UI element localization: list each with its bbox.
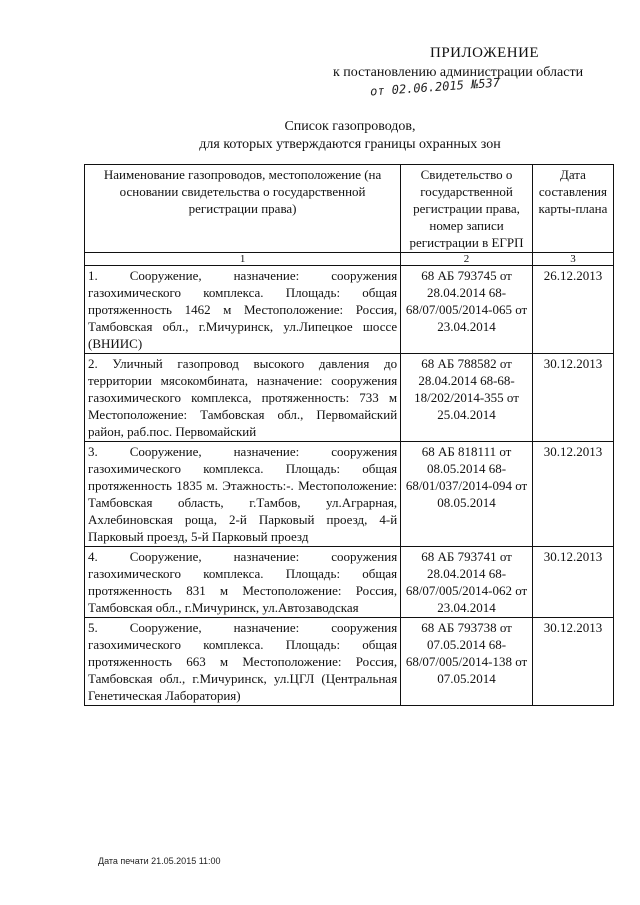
appendix-title: ПРИЛОЖЕНИЕ (430, 45, 540, 61)
row-certificate: 68 АБ 818111 от 08.05.2014 68-68/01/037/2014-094 от 08.05.2014 (401, 442, 533, 547)
gas-pipelines-table (84, 164, 614, 706)
table-row (85, 618, 614, 706)
appendix-subtitle: к постановлению администрации области (333, 65, 584, 80)
table-row (85, 442, 614, 547)
column-number-row (85, 253, 614, 266)
row-certificate: 68 АБ 793741 от 28.04.2014 68-68/07/005/2014-062 от 23.04.2014 (401, 547, 533, 618)
row-date: 26.12.2013 (532, 266, 613, 354)
table-row (85, 354, 614, 442)
table-row (85, 266, 614, 354)
row-description: 5. Сооружение, назначение: сооружения газохимического комплекса. Площадь: общая протяженность 663 м Местоположение: Россия, Тамбовская обл., г.Мичуринск, ул.ЦГЛ (Центральная Генетическая Лаборатория) (85, 618, 401, 706)
handwritten-date-number: от 02.06.2015 №537 (369, 75, 501, 99)
row-date: 30.12.2013 (532, 618, 613, 706)
row-date: 30.12.2013 (532, 442, 613, 547)
list-title-line2: для которых утверждаются границы охранных зон (199, 137, 501, 152)
header-map-date: Дата составления карты-плана (532, 165, 613, 253)
row-certificate: 68 АБ 793738 от 07.05.2014 68-68/07/005/2014-138 от 07.05.2014 (401, 618, 533, 706)
header-name-location: Наименование газопроводов, местоположение (на основании свидетельства о государственной регистрации права) (85, 165, 401, 253)
row-date: 30.12.2013 (532, 547, 613, 618)
row-description: 4. Сооружение, назначение: сооружения газохимического комплекса. Площадь: общая протяженность 831 м Местоположение: Россия, Тамбовская обл., г.Мичуринск, ул.Автозаводская (85, 547, 401, 618)
table-header-row (85, 165, 614, 253)
table-row (85, 547, 614, 618)
column-number-1: 1 (85, 253, 401, 266)
row-date: 30.12.2013 (532, 354, 613, 442)
row-description: 3. Сооружение, назначение: сооружения газохимического комплекса. Площадь: общая протяженность 1835 м. Этажность:-. Местоположение: Тамбовская область, г.Тамбов, ул.Аграрная, Ахлебиновская роща, 2-й Парковый проезд, 4-й Парковый проезд, 5-й Парковый проезд (85, 442, 401, 547)
list-title-line1: Список газопроводов, (284, 119, 416, 134)
column-number-2: 2 (401, 253, 533, 266)
print-date-footer: Дата печати 21.05.2015 11:00 (98, 856, 221, 866)
header-certificate: Свидетельство о государственной регистрации права, номер записи регистрации в ЕГРП (401, 165, 533, 253)
row-description: 1. Сооружение, назначение: сооружения газохимического комплекса. Площадь: общая протяженность 1462 м Местоположение: Россия, Тамбовская обл., г.Мичуринск, ул.Липецкое шоссе (ВНИИС) (85, 266, 401, 354)
row-certificate: 68 АБ 788582 от 28.04.2014 68-68-18/202/2014-355 от 25.04.2014 (401, 354, 533, 442)
row-description: 2. Уличный газопровод высокого давления до территории мясокомбината, назначение: сооружения газохимического комплекса, протяженность: 733 м Местоположение: Тамбовская обл., Первомайский район, раб.пос. Первомайский (85, 354, 401, 442)
column-number-3: 3 (532, 253, 613, 266)
row-certificate: 68 АБ 793745 от 28.04.2014 68-68/07/005/2014-065 от 23.04.2014 (401, 266, 533, 354)
list-title (0, 118, 640, 154)
